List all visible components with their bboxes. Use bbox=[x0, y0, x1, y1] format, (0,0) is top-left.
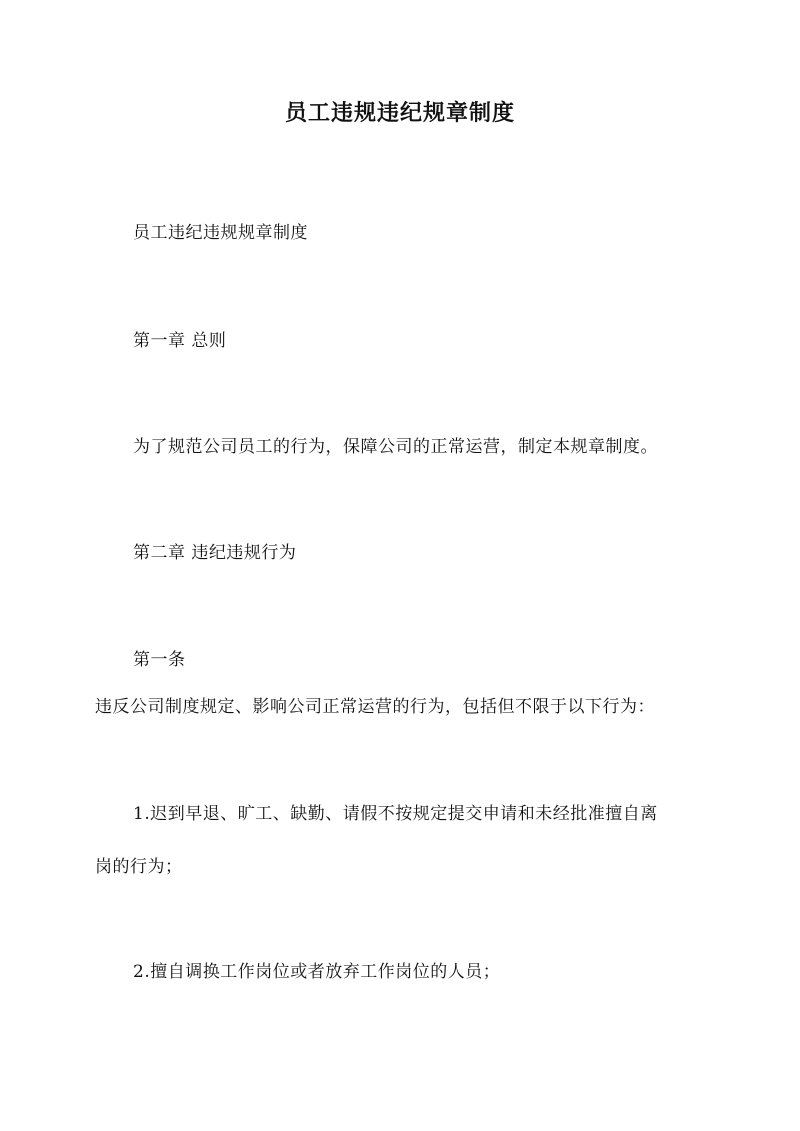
article-1-heading: 第一条 bbox=[133, 650, 186, 670]
list-item-2: 2.擅自调换工作岗位或者放弃工作岗位的人员； bbox=[133, 962, 501, 982]
list-item-1-line-2: 岗的行为； bbox=[95, 857, 183, 877]
chapter-1-heading: 第一章 总则 bbox=[133, 331, 227, 351]
document-subtitle: 员工违纪违规规章制度 bbox=[133, 223, 308, 243]
document-title: 员工违规违纪规章制度 bbox=[284, 100, 515, 126]
article-1-intro: 违反公司制度规定、影响公司正常运营的行为，包括但不限于以下行为： bbox=[95, 697, 655, 717]
list-item-1-line-1: 1.迟到早退、旷工、缺勤、请假不按规定提交申请和未经批准擅自离 bbox=[133, 804, 658, 824]
chapter-2-heading: 第二章 违纪违规行为 bbox=[133, 543, 297, 563]
chapter-1-paragraph: 为了规范公司员工的行为，保障公司的正常运营，制定本规章制度。 bbox=[133, 437, 658, 457]
